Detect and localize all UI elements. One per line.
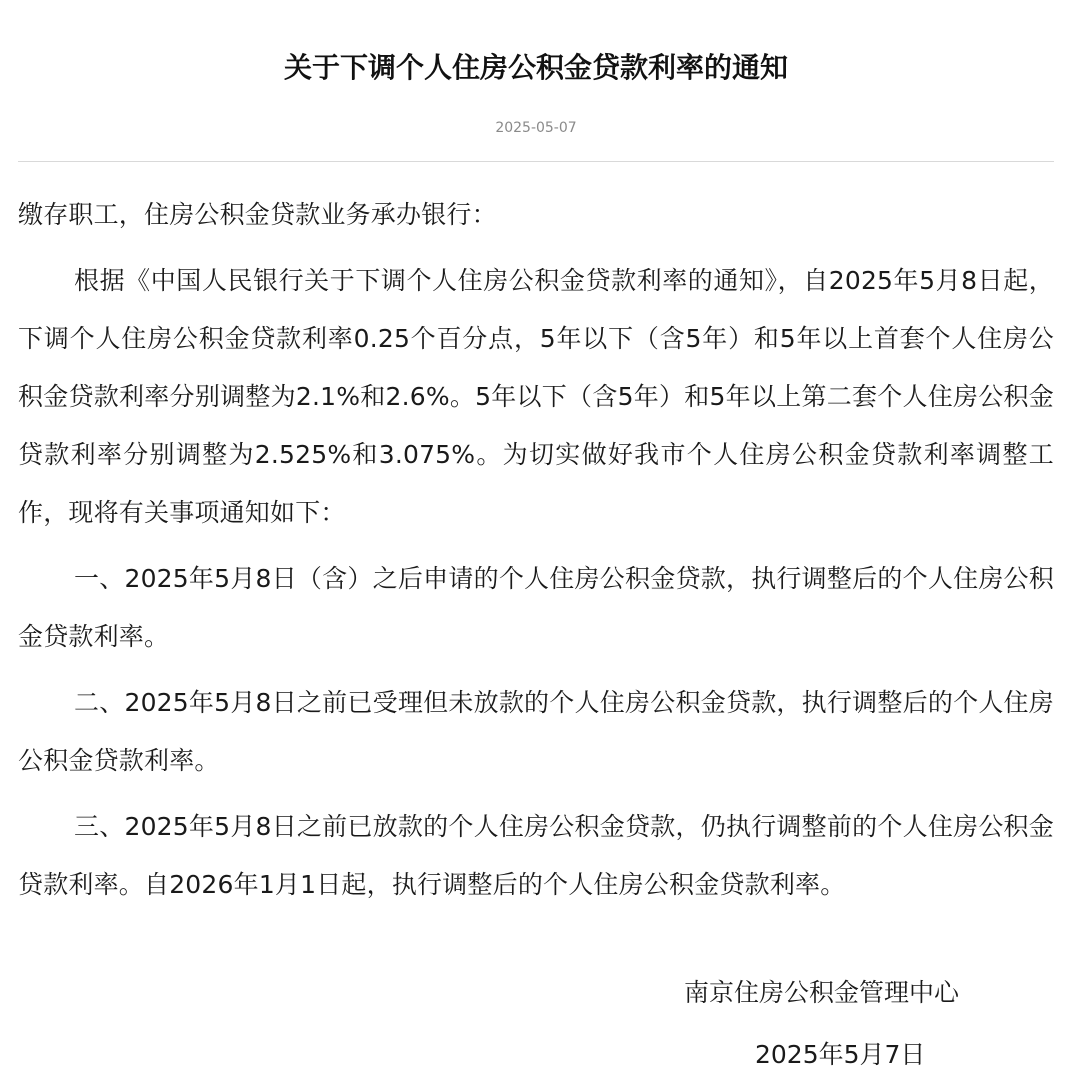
item-paragraph-3: 三、2025年5月8日之前已放款的个人住房公积金贷款，仍执行调整前的个人住房公积金贷款利率。自2026年1月1日起，执行调整后的个人住房公积金贷款利率。 xyxy=(18,812,1054,899)
signature-organization: 南京住房公积金管理中心 xyxy=(684,978,960,1007)
notice-body xyxy=(18,186,1054,922)
intro-paragraph: 根据《中国人民银行关于下调个人住房公积金贷款利率的通知》，自2025年5月8日起，下调个人住房公积金贷款利率0.25个百分点，5年以下（含5年）和5年以上首套个人住房公积金贷款利率分别调整为2.1%和2.6%。5年以下（含5年）和5年以上第二套个人住房公积金贷款利率分别调整为2.525%和3.075%。为切实做好我市个人住房公积金贷款利率调整工作，现将有关事项通知如下： xyxy=(18,266,1054,527)
title-divider xyxy=(18,161,1054,162)
signature-date: 2025年5月7日 xyxy=(755,1040,926,1069)
item-paragraph-1: 一、2025年5月8日（含）之后申请的个人住房公积金贷款，执行调整后的个人住房公积金贷款利率。 xyxy=(18,564,1054,651)
page-title: 关于下调个人住房公积金贷款利率的通知 xyxy=(283,51,788,84)
publish-date: 2025-05-07 xyxy=(495,120,577,136)
salutation: 缴存职工，住房公积金贷款业务承办银行： xyxy=(18,200,497,229)
item-paragraph-2: 二、2025年5月8日之前已受理但未放款的个人住房公积金贷款，执行调整后的个人住房公积金贷款利率。 xyxy=(18,688,1054,775)
